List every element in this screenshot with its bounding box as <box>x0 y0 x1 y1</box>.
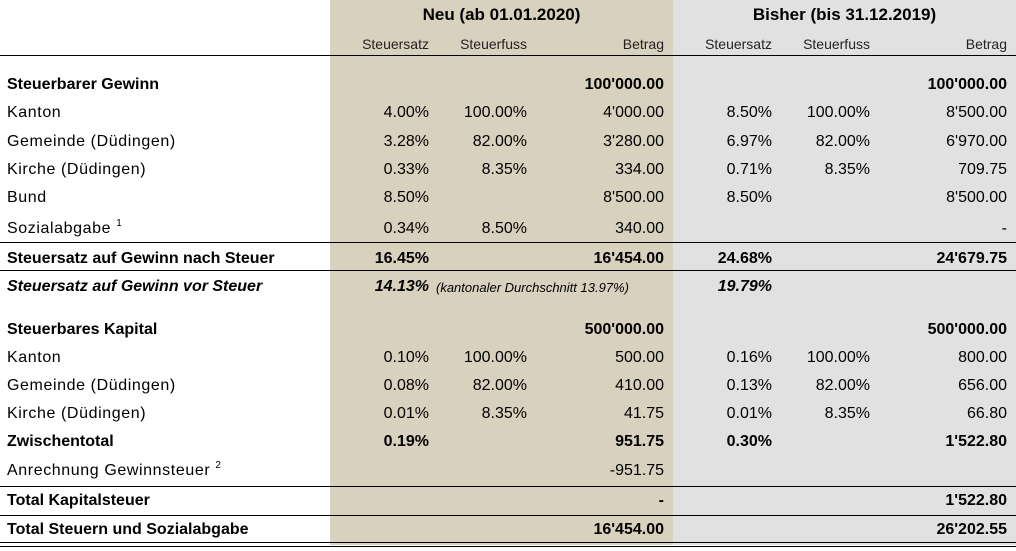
row-label <box>7 376 176 396</box>
row-label-text: Kanton <box>7 104 62 121</box>
cell-b-fuss: 100.00% <box>806 104 870 121</box>
row-label <box>7 320 157 340</box>
cell-b-betrag: - <box>1001 220 1007 237</box>
cell-n-betrag: 16'454.00 <box>593 250 664 267</box>
row-label-text: Steuersatz auf Gewinn vor Steuer <box>7 278 263 295</box>
cell-n-satz: 0.33% <box>383 161 429 178</box>
cell-b-betrag: 656.00 <box>958 377 1007 394</box>
double-underline-top <box>0 542 1016 543</box>
cell-b-fuss: 82.00% <box>815 377 870 394</box>
row-label <box>7 432 114 452</box>
cell-b-betrag: 8'500.00 <box>946 104 1007 121</box>
cell-n-betrag: 334.00 <box>615 161 664 178</box>
cell-n-betrag: 8'500.00 <box>603 189 664 206</box>
cell-b-satz: 8.50% <box>726 189 772 206</box>
cell-n-betrag: 500.00 <box>615 349 664 366</box>
cell-n-betrag: 41.75 <box>623 405 664 422</box>
col-header-neu-steuerfuss: Steuerfuss <box>460 36 527 52</box>
cell-n-betrag: 4'000.00 <box>603 104 664 121</box>
cell-b-betrag: 8'500.00 <box>946 189 1007 206</box>
row-label <box>7 520 249 540</box>
row-label <box>7 103 61 123</box>
row-label <box>7 188 47 208</box>
cell-b-betrag: 709.75 <box>958 161 1007 178</box>
cell-b-satz: 0.71% <box>726 161 772 178</box>
cell-b-fuss: 82.00% <box>815 133 870 150</box>
cell-b-betrag: 500'000.00 <box>927 321 1007 338</box>
cell-n-betrag: 100'000.00 <box>584 76 664 93</box>
row-label-text: Total Kapitalsteuer <box>7 492 150 509</box>
cell-n-betrag: 16'454.00 <box>593 521 664 538</box>
cell-n-fuss: 82.00% <box>472 133 527 150</box>
header-divider <box>0 55 1016 56</box>
footnote-marker: 2 <box>215 460 222 471</box>
cell-b-satz: 24.68% <box>717 250 772 267</box>
double-underline-bottom <box>0 546 1016 547</box>
cell-b-satz: 6.97% <box>726 133 772 150</box>
row-label <box>7 75 159 95</box>
row-label-text: Zwischentotal <box>7 433 114 450</box>
cell-b-betrag: 800.00 <box>958 349 1007 366</box>
cell-n-satz: 0.19% <box>383 433 429 450</box>
divider-gewinn-vor-steuer <box>0 270 1016 271</box>
cell-b-fuss: 100.00% <box>806 349 870 366</box>
cell-n-fuss: 82.00% <box>472 377 527 394</box>
cell-b-fuss: 8.35% <box>824 405 870 422</box>
cell-n-satz: 0.10% <box>383 349 429 366</box>
cell-n-betrag: -951.75 <box>609 462 664 479</box>
col-header-neu-steuersatz: Steuersatz <box>362 36 429 52</box>
cell-n-betrag: - <box>658 492 664 509</box>
cell-b-satz: 19.79% <box>717 278 772 295</box>
row-label-text: Gemeinde (Düdingen) <box>7 377 176 394</box>
row-label-text: Total Steuern und Sozialabgabe <box>7 521 249 538</box>
cell-n-satz: 0.01% <box>383 405 429 422</box>
divider-grand-total <box>0 515 1016 516</box>
row-label <box>7 277 262 297</box>
cell-n-satz: 3.28% <box>383 133 429 150</box>
cell-b-betrag: 24'679.75 <box>936 250 1007 267</box>
cell-n-betrag: 3'280.00 <box>603 133 664 150</box>
cell-b-betrag: 100'000.00 <box>927 76 1007 93</box>
row-label <box>7 491 150 511</box>
row-label-text: Steuerbarer Gewinn <box>7 76 160 93</box>
cell-b-satz: 0.01% <box>726 405 772 422</box>
row-label <box>7 348 61 368</box>
cell-n-satz: 8.50% <box>383 189 429 206</box>
row-label <box>7 461 221 481</box>
row-label-text: Sozialabgabe <box>7 220 112 237</box>
cell-n-fuss: 8.35% <box>481 161 527 178</box>
cell-n-fuss: 8.50% <box>481 220 527 237</box>
cell-n-betrag: 340.00 <box>615 220 664 237</box>
cell-n-fuss: 100.00% <box>463 104 527 121</box>
footnote-marker: 1 <box>116 218 123 229</box>
cell-b-betrag: 1'522.80 <box>945 492 1007 509</box>
cell-n-betrag: 410.00 <box>615 377 664 394</box>
cell-n-satz: 4.00% <box>383 104 429 121</box>
row-label <box>7 404 146 424</box>
cell-b-satz: 0.16% <box>726 349 772 366</box>
row-label-text: Kirche (Düdingen) <box>7 161 147 178</box>
row-label <box>7 249 275 269</box>
cell-n-satz: 16.45% <box>374 250 429 267</box>
row-label <box>7 132 176 152</box>
row-label <box>7 219 122 239</box>
col-header-bisher-steuerfuss: Steuerfuss <box>803 36 870 52</box>
row-label-text: Bund <box>7 189 47 206</box>
cell-n-betrag: 500'000.00 <box>584 321 664 338</box>
cell-n-satz: 0.34% <box>383 220 429 237</box>
cell-b-betrag: 1'522.80 <box>945 433 1007 450</box>
cell-b-betrag: 6'970.00 <box>946 133 1007 150</box>
row-label-text: Kirche (Düdingen) <box>7 405 147 422</box>
cell-b-satz: 0.30% <box>726 433 772 450</box>
cell-b-betrag: 66.80 <box>966 405 1007 422</box>
cell-n-satz: 14.13% <box>374 278 429 295</box>
cell-b-satz: 0.13% <box>726 377 772 394</box>
cell-b-betrag: 26'202.55 <box>936 521 1007 538</box>
divider-kapital-total <box>0 486 1016 487</box>
row-label-text: Steuersatz auf Gewinn nach Steuer <box>7 250 275 267</box>
cell-b-fuss: 8.35% <box>824 161 870 178</box>
cell-n-satz: 0.08% <box>383 377 429 394</box>
kantonaler-durchschnitt-note: (kantonaler Durchschnitt 13.97%) <box>436 280 629 295</box>
header-bisher: Bisher (bis 31.12.2019) <box>752 5 937 24</box>
divider-gewinn-total <box>0 242 1016 243</box>
cell-b-satz: 8.50% <box>726 104 772 121</box>
col-header-bisher-steuersatz: Steuersatz <box>705 36 772 52</box>
row-label <box>7 160 146 180</box>
header-neu: Neu (ab 01.01.2020) <box>422 5 581 24</box>
col-header-bisher-betrag: Betrag <box>965 36 1007 52</box>
cell-n-fuss: 8.35% <box>481 405 527 422</box>
cell-n-betrag: 951.75 <box>615 433 664 450</box>
col-header-neu-betrag: Betrag <box>622 36 664 52</box>
row-label-text: Anrechnung Gewinnsteuer <box>7 462 211 479</box>
row-label-text: Steuerbares Kapital <box>7 321 158 338</box>
cell-n-fuss: 100.00% <box>463 349 527 366</box>
row-label-text: Gemeinde (Düdingen) <box>7 133 176 150</box>
row-label-text: Kanton <box>7 349 62 366</box>
